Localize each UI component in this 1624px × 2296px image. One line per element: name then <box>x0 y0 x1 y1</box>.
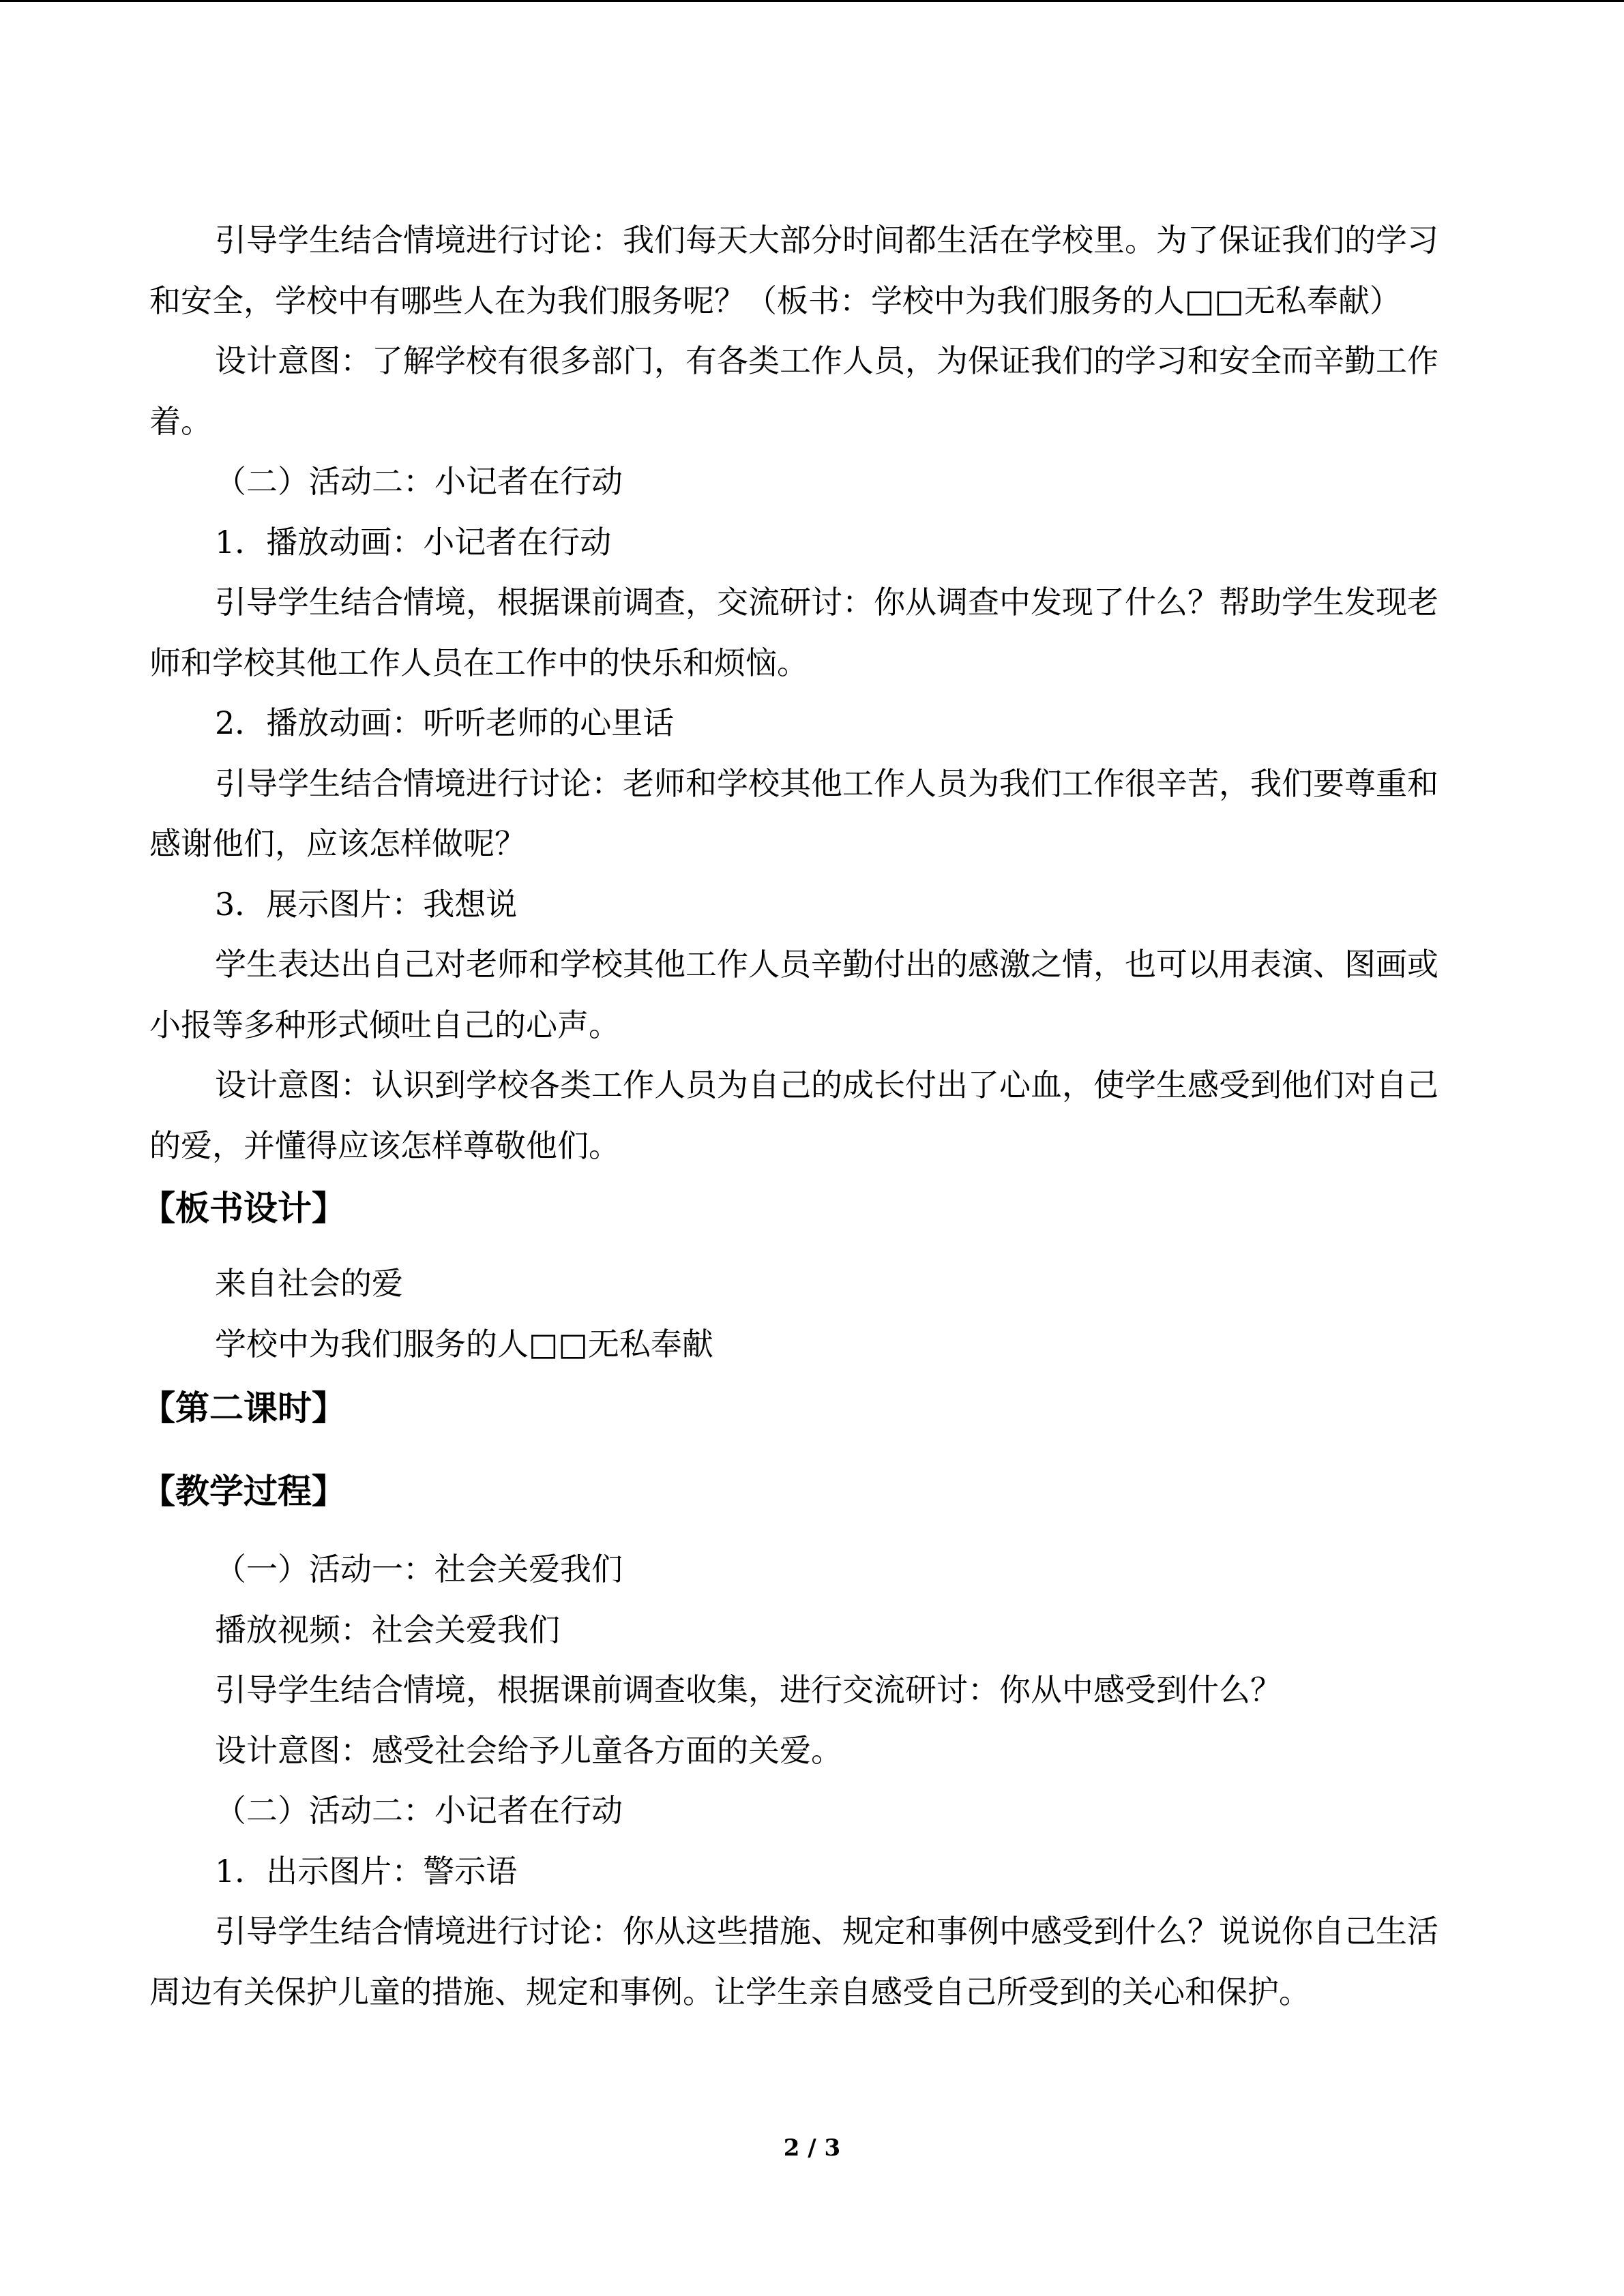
paragraph: 设计意图：了解学校有很多部门，有各类工作人员，为保证我们的学习和安全而辛勤工作着。 <box>149 342 1438 440</box>
board-line: 来自社会的爱 <box>215 1265 403 1302</box>
activity-heading: （一）活动一：社会关爱我们 <box>215 1551 623 1587</box>
section-heading-teaching-process: 【教学过程】 <box>141 1472 346 1511</box>
page-number: 2 / 3 <box>783 2134 841 2162</box>
step-heading: 1．播放动画：小记者在行动 <box>215 523 612 561</box>
step-heading: 3．展示图片：我想说 <box>215 885 518 923</box>
section-heading-board-design: 【板书设计】 <box>141 1189 346 1228</box>
step-heading: 2．播放动画：听听老师的心里话 <box>215 704 675 741</box>
activity-heading: （二）活动二：小记者在行动 <box>215 1792 623 1829</box>
paragraph: 设计意图：感受社会给予儿童各方面的关爱。 <box>215 1731 842 1769</box>
step-heading: 1．出示图片：警示语 <box>215 1852 518 1890</box>
page-content <box>141 210 1459 2022</box>
paragraph: 引导学生结合情境，根据课前调查，交流研讨：你从调查中发现了什么？帮助学生发现老师和学校其他工作人员在工作中的快乐和烦恼。 <box>149 584 1438 681</box>
paragraph: 设计意图：认识到学校各类工作人员为自己的成长付出了心血，使学生感受到他们对自己的爱，并懂得应该怎样尊敬他们。 <box>149 1067 1438 1164</box>
paragraph: 引导学生结合情境进行讨论：老师和学校其他工作人员为我们工作很辛苦，我们要尊重和感谢他们，应该怎样做呢？ <box>149 764 1438 862</box>
paragraph: 引导学生结合情境进行讨论：你从这些措施、规定和事例中感受到什么？说说你自己生活周边有关保护儿童的措施、规定和事例。让学生亲自感受自己所受到的关心和保护。 <box>149 1913 1438 2010</box>
paragraph: 引导学生结合情境进行讨论：我们每天大部分时间都生活在学校里。为了保证我们的学习和安全，学校中有哪些人在为我们服务呢？（板书：学校中为我们服务的人□□无私奉献） <box>149 222 1438 319</box>
activity-heading: （二）活动二：小记者在行动 <box>215 463 623 500</box>
paragraph: 引导学生结合情境，根据课前调查收集，进行交流研讨：你从中感受到什么？ <box>215 1671 1282 1708</box>
board-line: 学校中为我们服务的人□□无私奉献 <box>215 1325 713 1362</box>
paragraph: 学生表达出自己对老师和学校其他工作人员辛勤付出的感激之情，也可以用表演、图画或小报等多种形式倾吐自己的心声。 <box>149 946 1438 1043</box>
paragraph: 播放视频：社会关爱我们 <box>215 1611 560 1648</box>
section-heading-second-lesson: 【第二课时】 <box>141 1388 346 1428</box>
